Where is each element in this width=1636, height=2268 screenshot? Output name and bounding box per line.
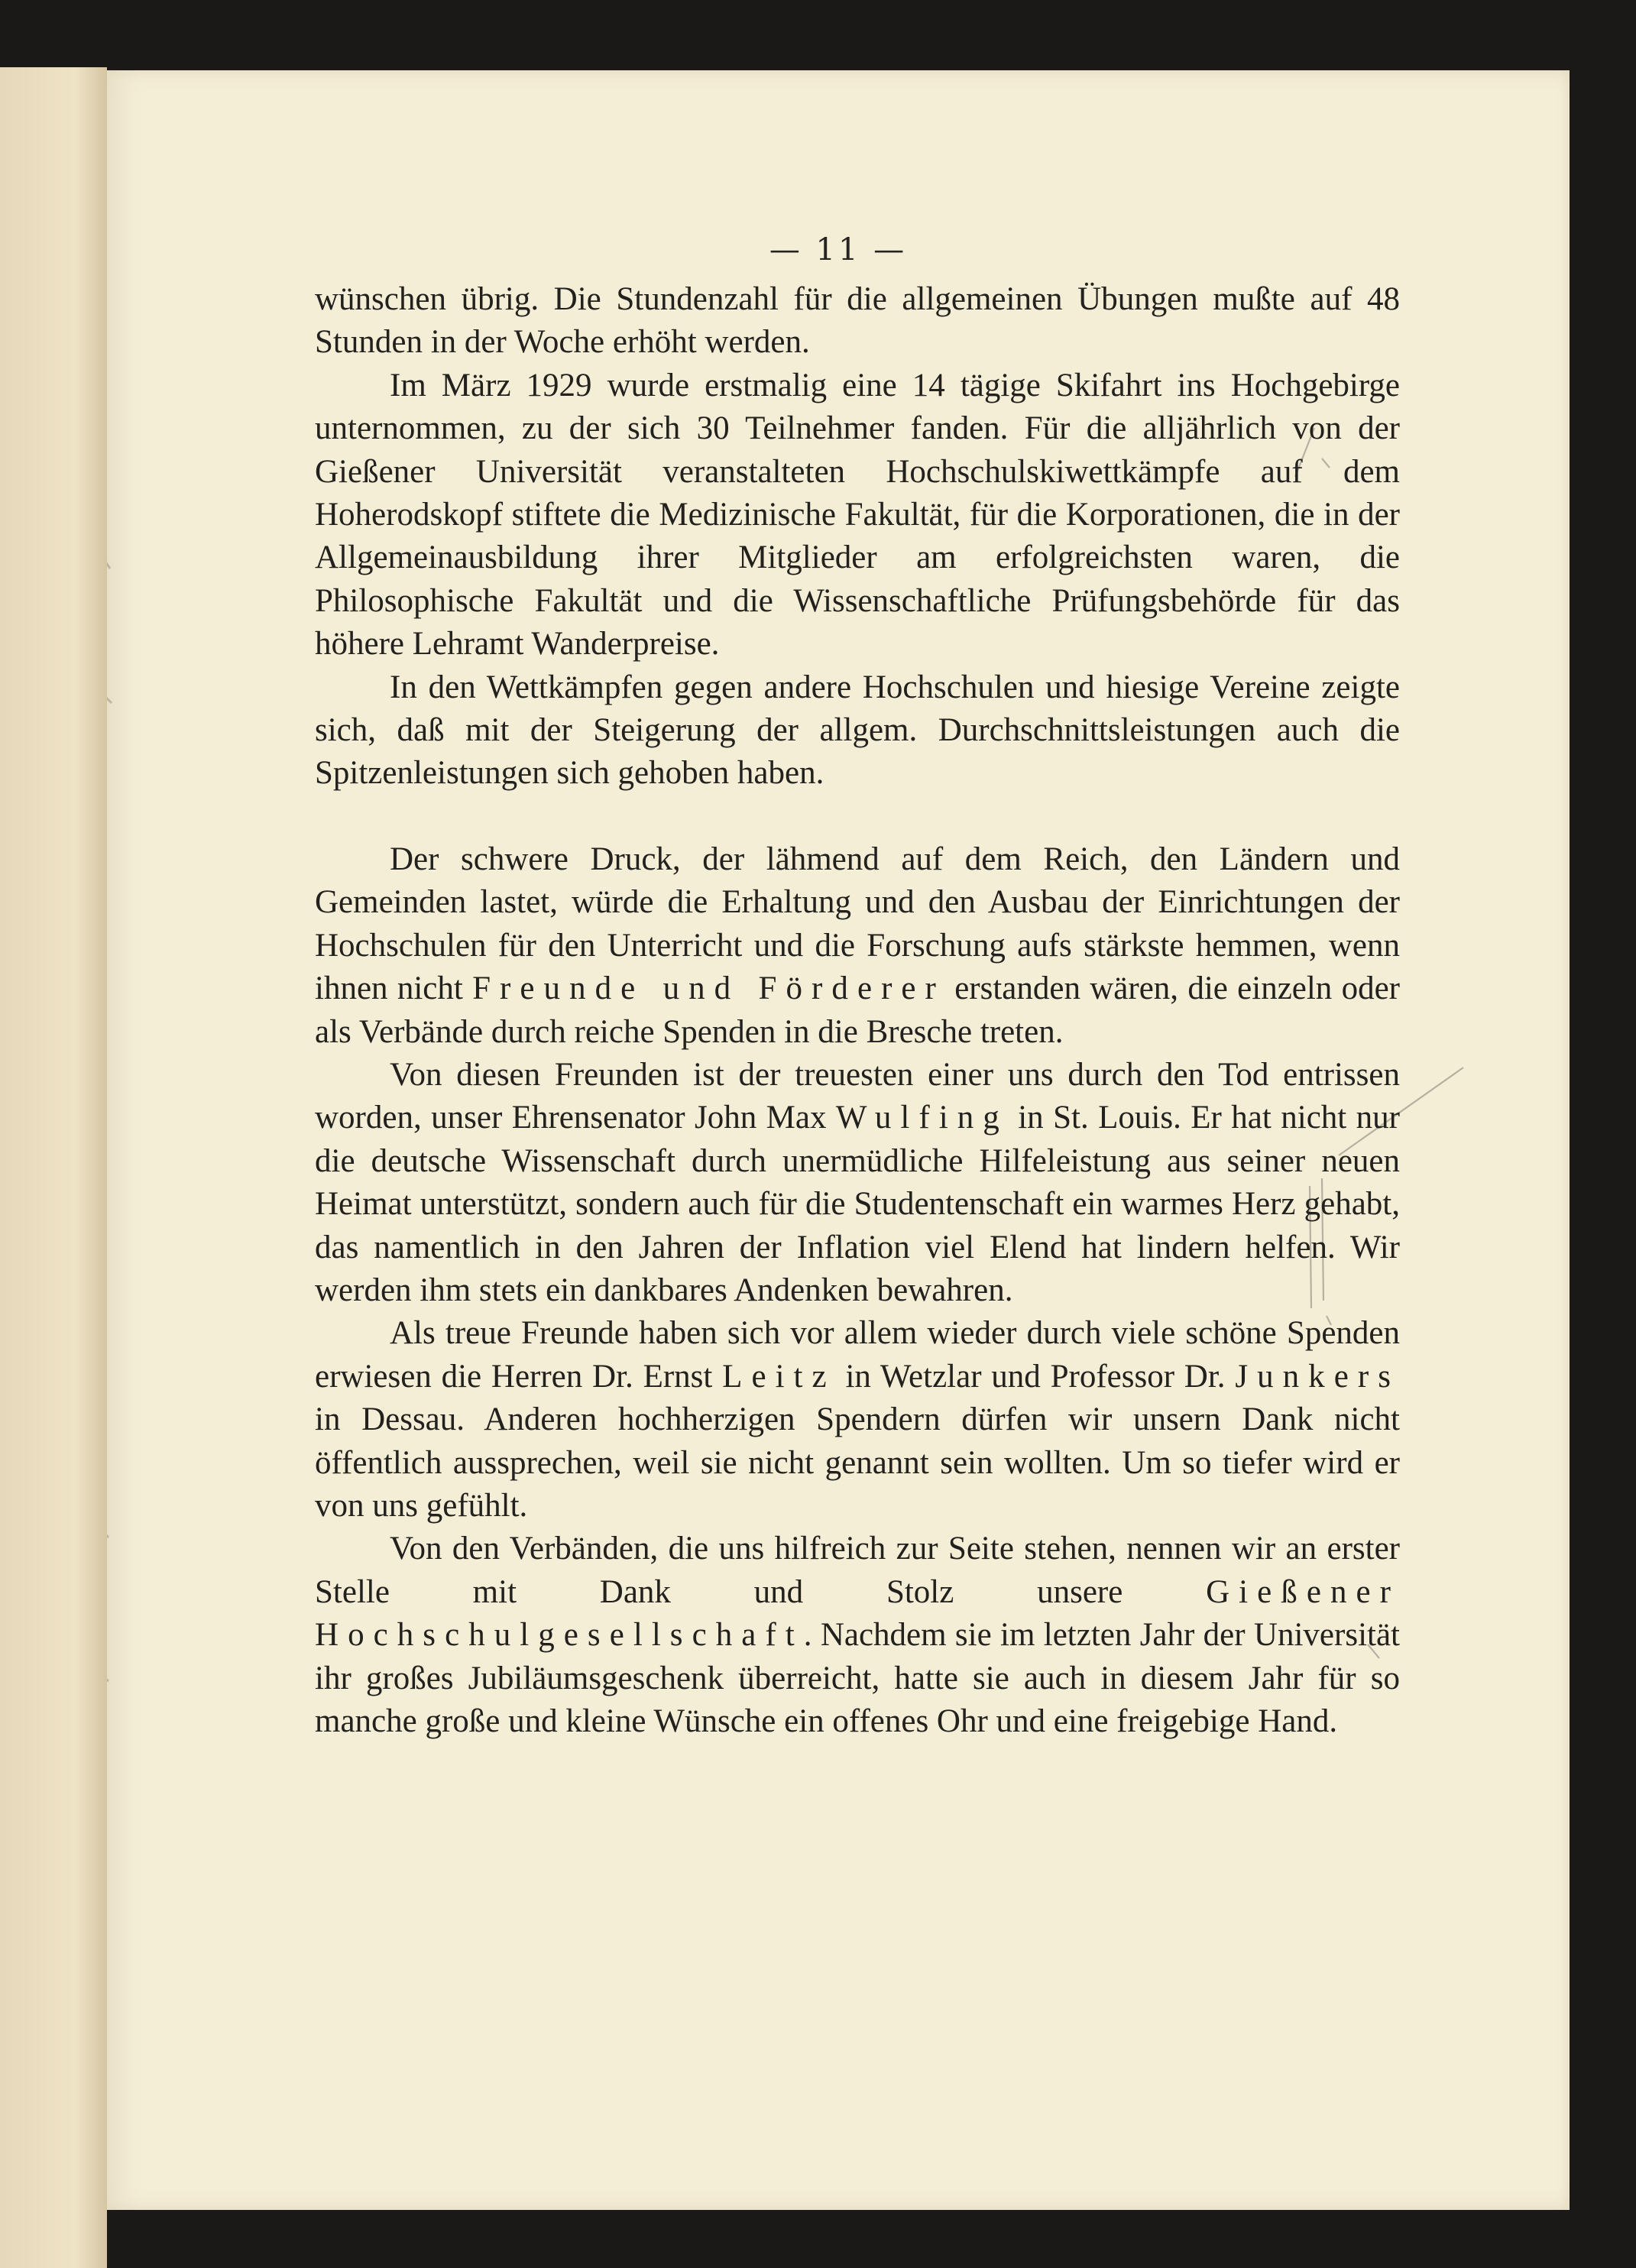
- page-number: — 11 —: [769, 232, 908, 267]
- text-run: Als treue Freunde haben sich vor allem wieder durch viele schöne Spenden erwiesen die Herren Dr. Ernst: [315, 1315, 1400, 1395]
- paragraph: [315, 1054, 1400, 1312]
- paragraph: [315, 1528, 1400, 1743]
- text-run: In den Wettkämpfen gegen andere Hochschulen und hiesige Vereine zeigte sich, daß mit der Steigerung der allgem. Durchschnittsleistungen auch die Spitzenleistungen sich gehoben haben.: [315, 669, 1400, 792]
- previous-page-edge: [0, 67, 107, 2268]
- paragraph-gap: [315, 795, 1400, 838]
- text-run: Im März 1929 wurde erstmalig eine 14 tägige Skifahrt ins Hochgebirge unternommen, zu der sich 30 Teilnehmer fanden. Für die alljährlich von der Gießener Universität veranstalteten Hochschulskiwettkämpfe auf dem Hoherodskopf stiftete die Medizinische Fakultät, für die Korporationen, die in der Allgemeinausbildung ihrer Mitglieder am erfolgreichsten waren, die Philosophische Fakultät und die Wissenschaftliche Prüfungsbehörde für das höhere Lehramt Wanderpreise.: [315, 367, 1400, 663]
- paragraph: [315, 1312, 1400, 1528]
- paragraph: [315, 838, 1400, 1054]
- spaced-emphasis: Junkers: [1235, 1358, 1400, 1395]
- text-run: . Nachdem sie im letzten Jahr der Universität ihr großes Jubiläumsgeschenk überreicht, hatte sie auch in diesem Jahr für so manche große und kleine Wünsche ein offenes Ohr und eine freigebige Hand.: [315, 1617, 1400, 1739]
- text-run: Von diesen Freunden ist der treuesten einer uns durch den Tod entrissen worden, unser Ehrensenator John Max: [315, 1056, 1400, 1136]
- page: [107, 70, 1570, 2210]
- text-run: wünschen übrig. Die Stundenzahl für die allgemeinen Übungen mußte auf 48 Stunden in der Woche erhöht werden.: [315, 281, 1400, 361]
- spaced-emphasis: Gießener Hochschulgesellschaft: [315, 1573, 1400, 1654]
- paragraph: [315, 364, 1400, 666]
- text-run: in Dessau. Anderen hochherzigen Spendern dürfen wir unsern Dank nicht öffentlich aussprechen, weil sie nicht genannt sein wollten. Um so tiefer wird er von uns gefühlt.: [315, 1401, 1400, 1524]
- spaced-emphasis: Leitz: [722, 1358, 836, 1395]
- text-run: Der schwere Druck, der lähmend auf dem Reich, den Ländern und Gemeinden lastet, würde die Erhaltung und den Ausbau der Einrichtungen der Hochschulen für den Unterricht und die Forschung aufs stärkste hemmen, wenn ihnen nicht: [315, 841, 1400, 1007]
- paragraph: [315, 278, 1400, 364]
- spaced-emphasis: Wulfing: [835, 1100, 1009, 1136]
- text-run: erstanden wären, die einzeln oder als Verbände durch reiche Spenden in die Bresche treten.: [315, 970, 1400, 1050]
- body-text: [315, 278, 1400, 1743]
- text-run: in Wetzlar und Professor Dr.: [835, 1358, 1236, 1395]
- text-run: in St. Louis. Er hat nicht nur die deutsche Wissenschaft durch unermüdliche Hilfeleistung aus seiner neuen Heimat unterstützt, sondern auch für die Studentenschaft ein warmes Herz gehabt, das namentlich in den Jahren der Inflation viel Elend hat lindern helfen. Wir werden ihm stets ein dankbares Andenken bewahren.: [315, 1100, 1400, 1308]
- text-run: Von den Verbänden, die uns hilfreich zur Seite stehen, nennen wir an erster Stelle mit Dank und Stolz unsere: [315, 1531, 1400, 1610]
- spaced-emphasis: Freunde und Förderer: [472, 970, 945, 1007]
- paragraph: [315, 666, 1400, 795]
